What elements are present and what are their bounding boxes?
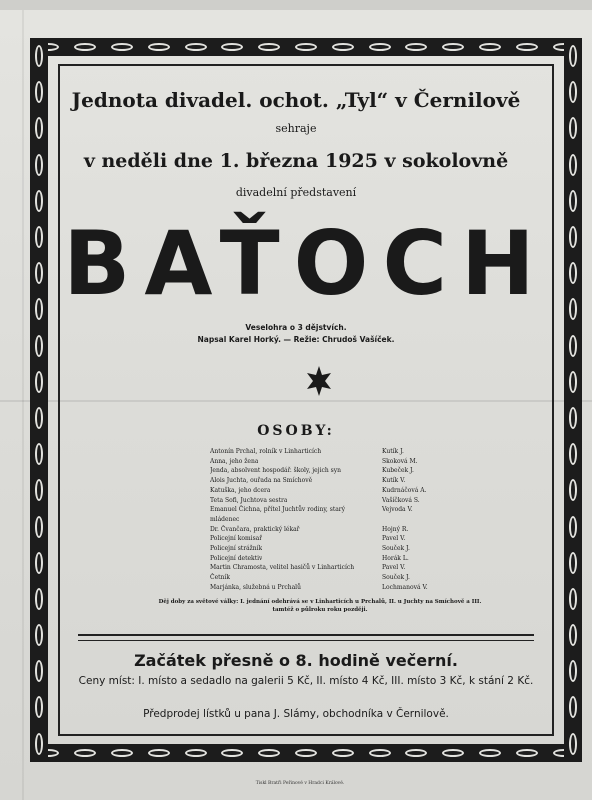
cast-role: Policejní detektiv [210, 554, 263, 562]
cast-role: Alois Juchta, ouřada na Smíchově [210, 477, 313, 485]
cast-actor: Kubeček J. [382, 467, 414, 475]
six-point-star-icon [306, 366, 332, 396]
cast-row [210, 486, 440, 496]
osoby-heading: OSOBY: [257, 423, 335, 439]
cast-actor: Pavel V. [382, 535, 406, 543]
printer-credit: Tiskl Bratři Peřinové v Hradci Králové. [255, 780, 345, 786]
cast-row [210, 544, 440, 554]
decorative-border-left [30, 38, 48, 762]
cast-actor: Horák L. [382, 554, 409, 562]
cast-list [210, 447, 440, 593]
cast-role: Katuška, jeho dcera [210, 486, 271, 494]
divider-rule [78, 634, 534, 636]
cast-row [210, 447, 440, 457]
start-time: Začátek přesně o 8. hodině večerní. [134, 651, 458, 670]
paper-fold-vertical [22, 10, 24, 800]
cast-actor [382, 515, 440, 525]
cast-row [210, 525, 440, 535]
cast-actor: Vašíčková S. [382, 496, 420, 504]
presale-info: Předprodej lístků u pana J. Slámy, obchodníka v Černilově. [143, 708, 449, 720]
cast-role: Jenda, absolvent hospodář. školy, jejich syn [210, 467, 341, 475]
play-title: BAŤOCH [63, 212, 549, 315]
cast-row [210, 457, 440, 467]
cast-role: Dr. Čvančara, praktický lékař [210, 525, 300, 533]
cast-actor: Souček J. [382, 545, 410, 553]
cast-role: Emanuel Čichna, přítel Juchtův rodiny, starý [210, 506, 346, 514]
cast-role: Anna, jeho žena [210, 457, 259, 465]
cast-role: Četník [210, 574, 230, 582]
cast-row [210, 583, 440, 593]
cast-actor: Lochmanová V. [382, 583, 428, 591]
cast-role: mládenec [210, 515, 240, 523]
cast-role: Antonín Prchal, rolník v Linharticích [210, 448, 322, 455]
cast-row [210, 496, 440, 506]
date-line: v neděli dne 1. března 1925 v sokolovně [83, 150, 509, 172]
cast-actor: Skoková M. [382, 457, 418, 465]
cast-actor: Hojný R. [382, 525, 409, 533]
cast-row [210, 563, 440, 573]
decorative-border-top [30, 38, 582, 56]
cast-row [210, 466, 440, 476]
cast-actor: Pavel V. [382, 564, 406, 572]
cast-row [210, 573, 440, 583]
cast-row [210, 505, 440, 515]
divider-rule-thin [78, 640, 534, 641]
cast-role: Marjánka, služebná u Prchalů [210, 583, 301, 591]
cast-row [210, 476, 440, 486]
cast-row [210, 534, 440, 544]
sehraje-line: sehraje [275, 122, 317, 135]
cast-role: Martin Chramosta, velitel hasičů v Linharticích [210, 564, 355, 572]
ticket-prices: Ceny míst: I. místo a sedadlo na galerii 5 Kč, II. místo 4 Kč, III. místo 3 Kč, k stání 2 Kč. [78, 675, 534, 687]
predstaveni-line: divadelní představení [235, 186, 357, 199]
cast-role: Policejní strážník [210, 545, 263, 553]
cast-actor: Vejvoda V. [382, 506, 413, 514]
cast-row [210, 554, 440, 564]
cast-row [210, 515, 440, 525]
cast-actor: Kudrnáčová A. [382, 486, 427, 494]
cast-actor: Kutík J. [382, 448, 404, 455]
cast-actor: Souček J. [382, 574, 410, 582]
society-heading: Jednota divadel. ochot. „Tyl“ v Černilově [71, 88, 521, 112]
setting-note: Děj doby za světové války: I. jednání odehrává se v Linharticích u Prchalů, II. u Juchty na Smíchově a III. tamtéž o půlroku roku později. [158, 598, 482, 613]
cast-role: Teta Sofi, Juchtova sestra [210, 496, 288, 504]
genre-line: Veselohra o 3 dějstvích. [245, 323, 347, 332]
decorative-border-bottom [30, 744, 582, 762]
author-line: Napsal Karel Horký. — Režie: Chrudoš Vašíček. [197, 335, 395, 344]
cast-role: Policejní komisař [210, 535, 263, 543]
decorative-border-right [564, 38, 582, 762]
cast-actor: Kutík V. [382, 477, 406, 485]
